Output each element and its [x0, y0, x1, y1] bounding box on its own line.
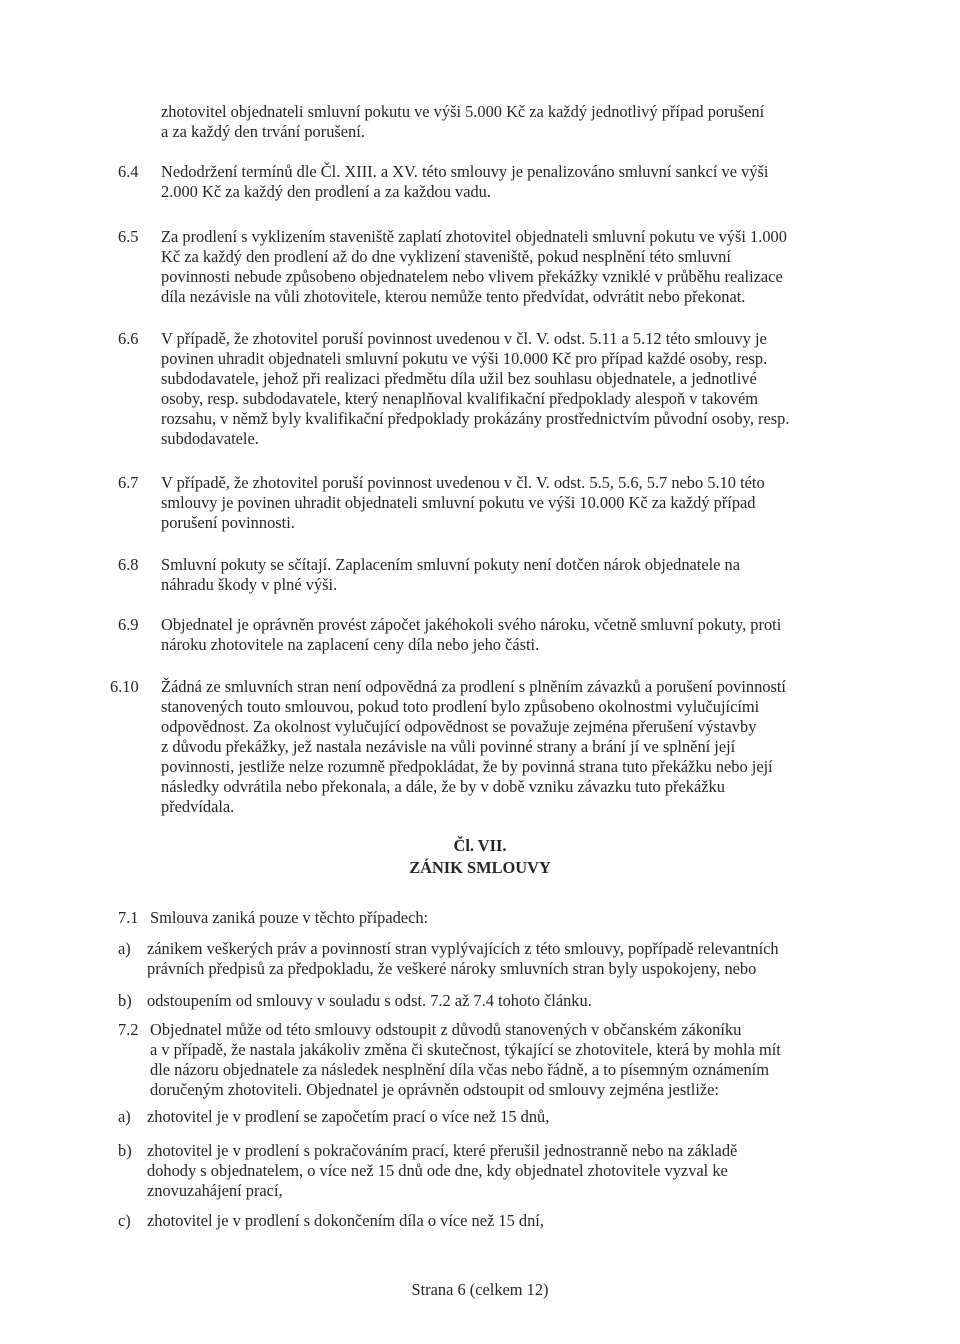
item-letter: b): [118, 991, 132, 1010]
text-line: díla nezávisle na vůli zhotovitele, kterou nemůže tento předvídat, odvrátit nebo překonat.: [161, 287, 746, 306]
text-line: zhotovitel je v prodlení s pokračováním prací, které přerušil jednostranně nebo na základě: [147, 1141, 738, 1160]
text-line: osoby, resp. subdodavatele, který nenaplňoval kvalifikační předpoklady alespoň v takovém: [161, 389, 759, 408]
text-line: Za prodlení s vyklizením staveniště zaplatí zhotovitel objednateli smluvní pokutu ve výši 1.000: [161, 227, 787, 246]
clause-number: 6.9: [118, 615, 139, 634]
clause-6-6-text: [161, 329, 851, 449]
text-line: dle názoru objednatele za následek nesplnění díla včas nebo řádně, a to písemným oznámením: [150, 1060, 769, 1079]
text-line: V případě, že zhotovitel poruší povinnost uvedenou v čl. V. odst. 5.11 a 5.12 této smlouvy je: [161, 329, 767, 348]
clause-6-9-text: [161, 615, 851, 655]
item-letter: c): [118, 1211, 131, 1230]
text-line: náhradu škody v plné výši.: [161, 575, 338, 594]
text-line: nároku zhotovitele na zaplacení ceny díla nebo jeho části.: [161, 635, 540, 654]
text-line: odpovědnost. Za okolnost vylučující odpovědnost se považuje zejména přerušení výstavby: [161, 717, 757, 736]
item-letter: a): [118, 1107, 131, 1126]
text-line: subdodavatele.: [161, 429, 259, 448]
text-line: dohody s objednatelem, o více než 15 dnů ode dne, kdy objednatel zhotovitele vyzval ke: [147, 1161, 728, 1180]
clause-7-1-item-b: [147, 991, 851, 1011]
text-line: zánikem veškerých práv a povinností stran vyplývajících z této smlouvy, popřípadě relevantních: [147, 939, 779, 958]
text-line: rozsahu, v němž byly kvalifikační předpoklady prokázány prostřednictvím původní osoby, resp.: [161, 409, 790, 428]
text-line: povinnosti, jestliže nelze rozumně předpokládat, že by povinná strana tuto překážku nebo její: [161, 757, 773, 776]
text-line: Objednatel může od této smlouvy odstoupit z důvodů stanovených v občanském zákoníku: [150, 1020, 742, 1039]
article-number: Čl. VII.: [453, 836, 507, 855]
clause-number: 6.4: [118, 162, 139, 181]
text-line: zhotovitel je v prodlení se započetím prací o více než 15 dnů,: [147, 1107, 550, 1126]
article-title: ZÁNIK SMLOUVY: [409, 858, 551, 877]
text-line: Žádná ze smluvních stran není odpovědná za prodlení s plněním závazků a porušení povinností: [161, 677, 786, 696]
clause-6-8-text: [161, 555, 851, 595]
text-line: Nedodržení termínů dle Čl. XIII. a XV. této smlouvy je penalizováno smluvní sankcí ve výši: [161, 162, 769, 181]
text-line: V případě, že zhotovitel poruší povinnost uvedenou v čl. V. odst. 5.5, 5.6, 5.7 nebo 5.10 této: [161, 473, 765, 492]
clause-number: 6.7: [118, 473, 139, 492]
text-line: znovuzahájení prací,: [147, 1181, 283, 1200]
text-line: právních předpisů za předpokladu, že veškeré nároky smluvních stran byly uspokojeny, nebo: [147, 959, 757, 978]
clause-number: 6.5: [118, 227, 139, 246]
clause-number: 6.6: [118, 329, 139, 348]
clause-7-2-text: [150, 1020, 851, 1100]
text-line: Smluvní pokuty se sčítají. Zaplacením smluvní pokuty není dotčen nárok objednatele na: [161, 555, 741, 574]
clause-7-1-text: Smlouva zaniká pouze v těchto případech:: [150, 908, 429, 927]
text-line: předvídala.: [161, 797, 235, 816]
text-line: Objednatel je oprávněn provést zápočet jakéhokoli svého nároku, včetně smluvní pokuty, proti: [161, 615, 782, 634]
clause-number: 6.8: [118, 555, 139, 574]
item-letter: b): [118, 1141, 132, 1160]
text-line: subdodavatele, jehož při realizaci předmětu díla užil bez souhlasu objednatele, a jednotlivé: [161, 369, 757, 388]
text-line: povinnosti nebude způsobeno objednatelem nebo vlivem překážky vzniklé v průběhu realizace: [161, 267, 783, 286]
text-line: povinen uhradit objednateli smluvní pokutu ve výši 10.000 Kč pro případ každé osoby, resp.: [161, 349, 768, 368]
text-line: 2.000 Kč za každý den prodlení a za každou vadu.: [161, 182, 491, 201]
text-line: smlouvy je povinen uhradit objednateli smluvní pokutu ve výši 10.000 Kč za každý případ: [161, 493, 756, 512]
clause-6-7-text: [161, 473, 851, 533]
clause-7-2-item-c: [147, 1211, 851, 1231]
item-letter: a): [118, 939, 131, 958]
text-line: doručeným zhotoviteli. Objednatel je oprávněn odstoupit od smlouvy zejména jestliže:: [150, 1080, 719, 1099]
text-line: zhotovitel je v prodlení s dokončením díla o více než 15 dní,: [147, 1211, 544, 1230]
clause-7-1-item-a: [147, 939, 851, 979]
text-line: z důvodu překážky, jež nastala nezávisle na vůli povinné strany a brání jí ve splnění její: [161, 737, 736, 756]
clause-number: 7.1: [118, 908, 139, 927]
intro-paragraph: [161, 102, 851, 142]
clause-6-4-text: [161, 162, 851, 202]
text-line: odstoupením od smlouvy v souladu s odst. 7.2 až 7.4 tohoto článku.: [147, 991, 592, 1010]
text-line: následky odvrátila nebo překonala, a dále, že by v době vzniku závazku tuto překážku: [161, 777, 725, 796]
text-line: zhotovitel objednateli smluvní pokutu ve výši 5.000 Kč za každý jednotlivý případ porušení: [161, 102, 765, 121]
page-number-footer: Strana 6 (celkem 12): [411, 1280, 549, 1299]
clause-7-2-item-b: [147, 1141, 851, 1201]
text-line: Kč za každý den prodlení až do dne vyklizení staveniště, pokud nesplnění této smluvní: [161, 247, 731, 266]
text-line: stanovených touto smlouvou, pokud toto prodlení bylo způsobeno okolnostmi vylučujícími: [161, 697, 760, 716]
text-line: porušení povinnosti.: [161, 513, 295, 532]
clause-6-5-text: [161, 227, 851, 307]
text-line: a za každý den trvání porušení.: [161, 122, 365, 141]
clause-number: 7.2: [118, 1020, 139, 1039]
clause-number: 6.10: [110, 677, 139, 696]
clause-6-10-text: [161, 677, 851, 817]
clause-7-2-item-a: [147, 1107, 851, 1127]
text-line: a v případě, že nastala jakákoliv změna či skutečnost, týkající se zhotovitele, která by mohla mít: [150, 1040, 781, 1059]
